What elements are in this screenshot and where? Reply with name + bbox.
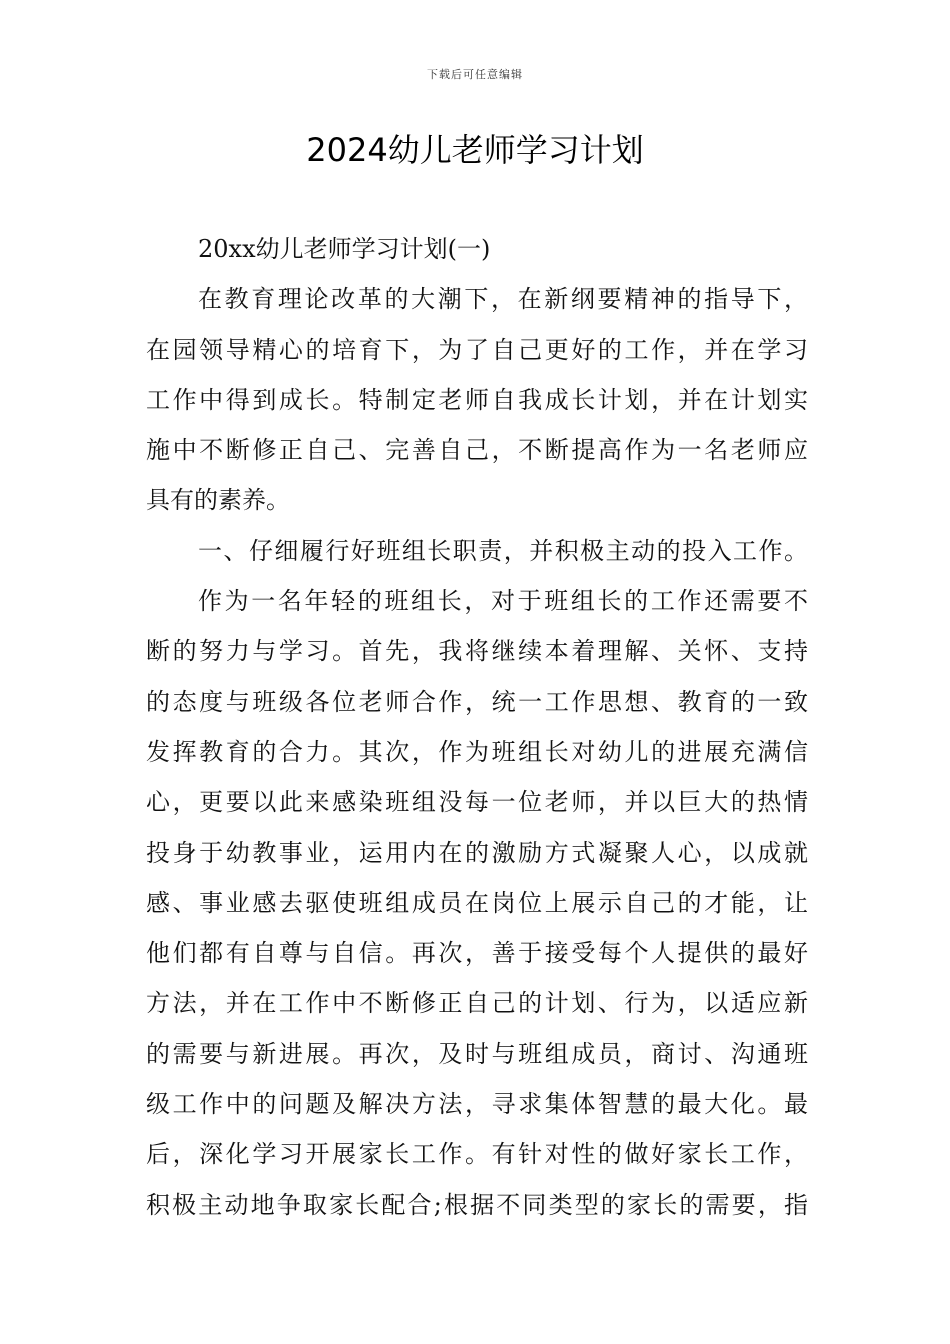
paragraph-line: 后，深化学习开展家长工作。有针对性的做好家长工作， <box>146 1140 808 1169</box>
paragraph-line: 具有的素养。 <box>146 486 290 515</box>
paragraph-line: 的态度与班级各位老师合作，统一工作思想、教育的一致 <box>146 687 808 716</box>
paragraph-line: 感、事业感去驱使班组成员在岗位上展示自己的才能，让 <box>146 888 808 917</box>
header-note: 下载后可任意编辑 <box>427 68 523 81</box>
paragraph-line: 积极主动地争取家长配合;根据不同类型的家长的需要，指 <box>146 1190 808 1219</box>
paragraph-line: 级工作中的问题及解决方法，寻求集体智慧的最大化。最 <box>146 1090 808 1119</box>
paragraph-line: 他们都有自尊与自信。再次，善于接受每个人提供的最好 <box>146 939 808 968</box>
paragraph-line: 方法，并在工作中不断修正自己的计划、行为，以适应新 <box>146 989 808 1018</box>
paragraph-line: 在园领导精心的培育下，为了自己更好的工作，并在学习 <box>146 335 808 364</box>
paragraph-line: 在教育理论改革的大潮下，在新纲要精神的指导下， <box>198 285 808 314</box>
document-title: 2024幼儿老师学习计划 <box>306 131 644 169</box>
section-heading: 20xx幼儿老师学习计划(一) <box>198 235 491 263</box>
paragraph-line: 投身于幼教事业，运用内在的激励方式凝聚人心，以成就 <box>146 838 808 867</box>
paragraph-line: 作为一名年轻的班组长，对于班组长的工作还需要不 <box>198 587 808 616</box>
paragraph-line: 的需要与新进展。再次，及时与班组成员，商讨、沟通班 <box>146 1039 808 1068</box>
paragraph-line: 施中不断修正自己、完善自己，不断提高作为一名老师应 <box>146 436 808 465</box>
paragraph-line: 心，更要以此来感染班组没每一位老师，并以巨大的热情 <box>146 788 808 817</box>
paragraph-1 <box>146 274 808 525</box>
paragraph-line: 断的努力与学习。首先，我将继续本着理解、关怀、支持 <box>146 637 808 666</box>
paragraph-line: 工作中得到成长。特制定老师自我成长计划，并在计划实 <box>146 385 808 414</box>
document-body <box>146 224 808 1230</box>
item-heading: 一、仔细履行好班组长职责，并积极主动的投入工作。 <box>198 536 808 565</box>
paragraph-line: 发挥教育的合力。其次，作为班组长对幼儿的进展充满信 <box>146 737 808 766</box>
paragraph-2 <box>146 576 808 1230</box>
